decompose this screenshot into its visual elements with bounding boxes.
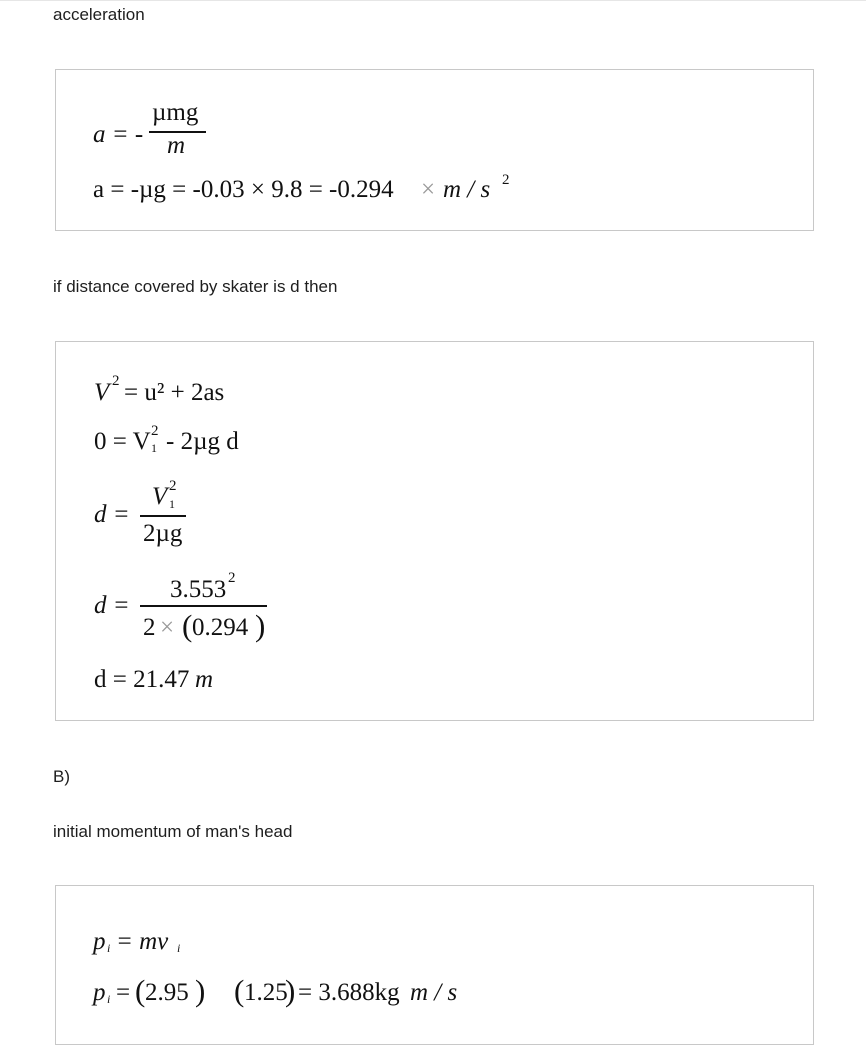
eq8-eq: = mv: [116, 928, 169, 955]
eq9-open-paren-b: (: [234, 973, 245, 1008]
acceleration-equation-box: [55, 69, 814, 231]
eq9-open-paren-a: (: [135, 973, 146, 1008]
eq4-rest: - 2µg d: [166, 428, 239, 455]
eq1-denominator: m: [167, 132, 186, 159]
eq4-lhs: 0 = V: [94, 428, 151, 455]
eq3-rest: = u² + 2as: [124, 379, 225, 406]
acceleration-label: acceleration: [53, 5, 145, 24]
eq6-den-times: ×: [160, 614, 175, 641]
eq5-numerator: V: [152, 483, 168, 510]
eq4-superscript: 2: [151, 423, 159, 439]
eq9-close-paren-a: ): [195, 973, 206, 1008]
momentum-intro-text: initial momentum of man's head: [53, 822, 293, 841]
eq6-lhs: d =: [94, 592, 130, 619]
eq7-main: d = 21.47: [94, 666, 190, 693]
eq5-fraction-bar: [140, 515, 186, 517]
eq3-v-exponent: 2: [112, 373, 120, 389]
eq5-num-subscript: 1: [169, 497, 175, 511]
distance-intro-text: if distance covered by skater is d then: [53, 277, 338, 296]
eq9-result: = 3.688kg: [298, 979, 400, 1006]
eq7-unit: m: [195, 666, 214, 693]
momentum-equation-box: [55, 885, 814, 1045]
eq2-exponent: 2: [502, 172, 510, 188]
distance-equation-box: [55, 341, 814, 721]
eq8-p-subscript: i: [107, 941, 111, 955]
eq6-num-superscript: 2: [228, 570, 236, 586]
eq6-den-a: 2: [143, 614, 156, 641]
eq8-v-subscript: i: [177, 941, 181, 955]
eq2-unit: m / s: [443, 176, 491, 203]
eq9-b: 1.25: [244, 979, 288, 1006]
eq9-eq: =: [116, 979, 131, 1006]
eq5-num-superscript: 2: [169, 478, 177, 494]
eq6-numerator: 3.553: [170, 576, 227, 603]
eq5-lhs: d =: [94, 501, 130, 528]
eq6-den-b: 0.294: [192, 614, 249, 641]
eq9-p-subscript: i: [107, 992, 111, 1006]
eq1-numerator: µmg: [152, 99, 199, 126]
eq9-p: p: [93, 979, 106, 1006]
eq1-lhs: a = -: [93, 121, 144, 148]
eq6-den-open-paren: (: [182, 608, 193, 643]
eq9-a: 2.95: [145, 979, 189, 1006]
eq3-v: V: [94, 379, 110, 406]
eq2-main: a = -µg = -0.03 × 9.8 = -0.294: [93, 176, 394, 203]
eq9-unit: m / s: [410, 979, 458, 1006]
eq6-den-close-paren: ): [255, 608, 266, 643]
eq6-fraction-bar: [140, 605, 267, 607]
top-divider: [0, 0, 866, 1]
eq5-denominator: 2µg: [143, 520, 183, 547]
part-b-label: B): [53, 767, 70, 786]
eq2-times: ×: [421, 176, 436, 203]
eq9-close-paren-b: ): [285, 973, 296, 1008]
eq8-p: p: [93, 928, 106, 955]
eq4-subscript: 1: [151, 441, 157, 455]
